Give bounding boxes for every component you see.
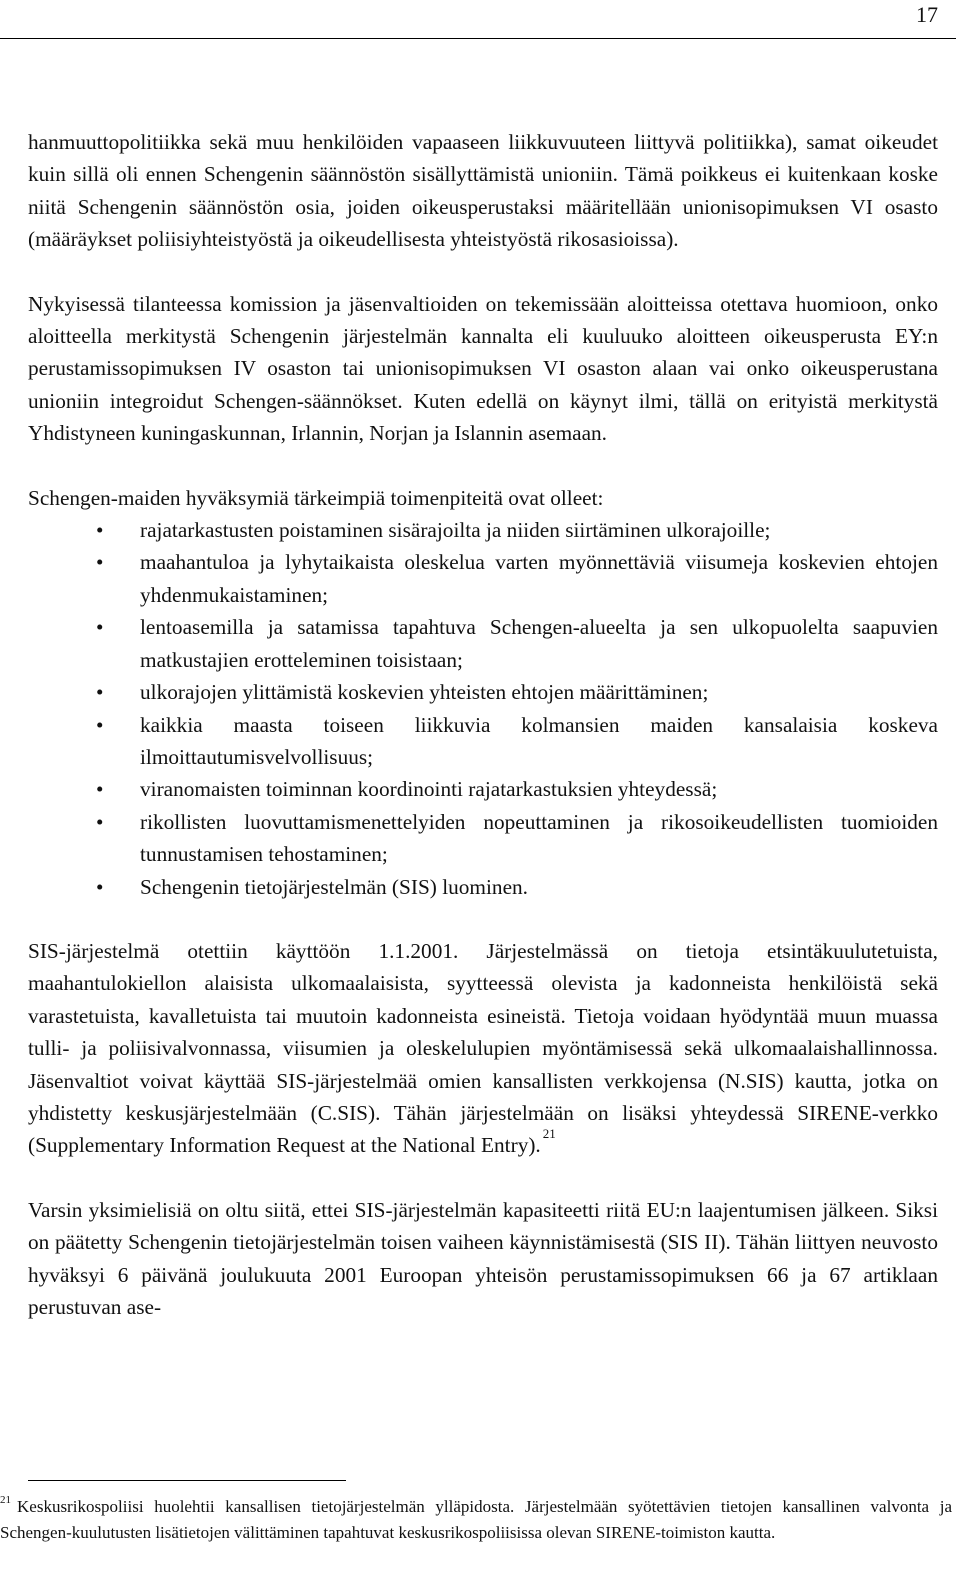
list-item: • Schengenin tietojärjestelmän (SIS) luominen. bbox=[28, 871, 938, 903]
list-item: • lentoasemilla ja satamissa tapahtuva Schengen-alueelta ja sen ulkopuolelta saapuvien matkustajien erotteleminen toisistaan; bbox=[28, 611, 938, 676]
list-intro: Schengen-maiden hyväksymiä tärkeimpiä toimenpiteitä ovat olleet: bbox=[28, 485, 604, 510]
list-item: • rajatarkastusten poistaminen sisärajoilta ja niiden siirtäminen ulkorajoille; bbox=[28, 514, 938, 546]
bullet-icon: • bbox=[96, 712, 104, 737]
footnote-rule bbox=[28, 1480, 346, 1481]
list-item: • rikollisten luovuttamismenettelyiden nopeuttaminen ja rikosoikeudellisten tuomioiden tunnustamisen tehostaminen; bbox=[28, 806, 938, 871]
bullet-icon: • bbox=[96, 550, 104, 575]
bullet-icon: • bbox=[96, 680, 104, 705]
document-body bbox=[28, 126, 938, 1323]
list-item: • maahantuloa ja lyhytaikaista oleskelua varten myönnettäviä viisumeja koskevien ehtojen yhdenmukaistaminen; bbox=[28, 546, 938, 611]
list-item: • kaikkia maasta toiseen liikkuvia kolmansien maiden kansalaisia koskeva ilmoittautumisvelvollisuus; bbox=[28, 709, 938, 774]
bullet-icon: • bbox=[96, 874, 104, 899]
footnote-text: Keskusrikospoliisi huolehtii kansallisen tietojärjestelmän ylläpidosta. Järjestelmään syötettävien tietojen kansallinen valvonta ja Schengen-kuulutusten lisätietojen välittäminen tapahtuvat keskusrikospoliisissa olevan SIRENE-toimiston kautta. bbox=[0, 1497, 952, 1542]
paragraph-last: Varsin yksimielisiä on oltu siitä, ettei SIS-järjestelmän kapasiteetti riitä EU:n laajentumisen jälkeen. Siksi on päätetty Schengenin tietojärjestelmän toisen vaiheen käynnistämisestä (SIS II). Tähän liittyen neuvosto hyväksyi 6 päivänä joulukuuta 2001 Euroopan yhteisön perustamissopimuksen 66 ja 67 artiklaan perustuvan ase- bbox=[28, 1197, 938, 1319]
sis-paragraph: SIS-järjestelmä otettiin käyttöön 1.1.2001. Järjestelmässä on tietoja etsintäkuulutetuista, maahantulokiellon alaisista ulkomaalaisista, syytteessä olevista ja kadonneista henkilöistä sekä varastetuista, kavalletuista tai muutoin kadonneista esineistä. Tietoja voidaan hyödyntää muun muassa tulli- ja poliisivalvonnassa, viisumien ja oleskelulupien myöntämisessä sekä ulkomaalaishallinnossa. Jäsenvaltiot voivat käyttää SIS-järjestelmää omien kansallisten verkkojensa (N.SIS) kautta, jotka on yhdistetty keskusjärjestelmään (C.SIS). Tähän järjestelmään on lisäksi yhteydessä SIRENE-verkko (Supplementary Information Request at the National Entry). $^{21}$ bbox=[28, 938, 938, 1158]
footnote-number: 21 bbox=[0, 1494, 11, 1506]
list-item: • viranomaisten toiminnan koordinointi rajatarkastuksien yhteydessä; bbox=[28, 773, 938, 805]
measures-list bbox=[28, 514, 938, 903]
bullet-icon: • bbox=[96, 615, 104, 640]
footnote bbox=[0, 1494, 952, 1546]
footnote-reference: 21 bbox=[542, 1126, 556, 1142]
bullet-icon: • bbox=[96, 777, 104, 802]
paragraph-2: Nykyisessä tilanteessa komission ja jäsenvaltioiden on tekemissään aloitteissa otettava huomioon, onko aloitteella merkitystä Schengenin järjestelmän kannalta eli kuuluuko aloitteen oikeusperusta EY:n perustamissopimuksen IV osaston tai unionisopimuksen VI osaston alaan vai onko oikeusperustana unioniin integroidut Schengen-säännökset. Kuten edellä on käynyt ilmi, tällä on erityistä merkitystä Yhdistyneen kuningaskunnan, Irlannin, Norjan ja Islannin asemaan. bbox=[28, 291, 938, 446]
bullet-icon: • bbox=[96, 809, 104, 834]
bullet-icon: • bbox=[96, 518, 104, 543]
header-rule bbox=[0, 38, 956, 39]
paragraph-1: hanmuuttopolitiikka sekä muu henkilöiden vapaaseen liikkuvuuteen liittyvä politiikka), samat oikeudet kuin sillä oli ennen Schengenin säännöstön sisällyttämistä unioniin. Tämä poikkeus ei kuitenkaan koske niitä Schengenin säännöstön osia, joiden oikeusperustaksi määritellään unionisopimuksen VI osasto (määräykset poliisiyhteistyöstä ja oikeudellisesta yhteistyöstä rikosasioissa). bbox=[28, 130, 938, 252]
page-number: 17 bbox=[916, 2, 938, 27]
list-item: • ulkorajojen ylittämistä koskevien yhteisten ehtojen määrittäminen; bbox=[28, 676, 938, 708]
